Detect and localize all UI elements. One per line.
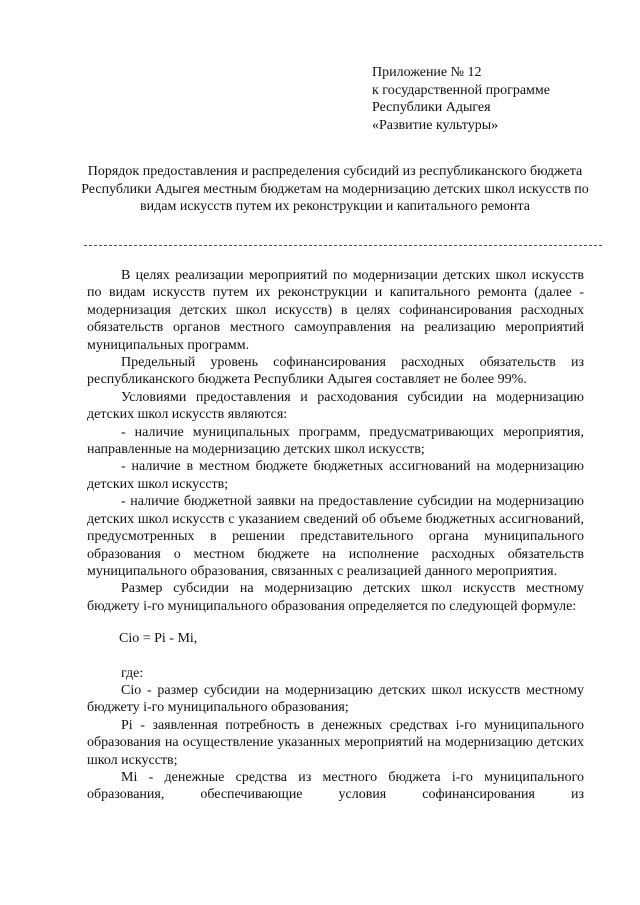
appendix-program-ref: к государственной программе (372, 82, 550, 98)
definition-cio: Сіо - размер субсидии на модернизацию детских школ искусств местному бюджету i-го муниципального образования; (87, 682, 584, 716)
appendix-program-name: «Развитие культуры» (372, 117, 499, 133)
document-title: Порядок предоставления и распределения субсидий из республиканского бюджета Республики Адыгея местным бюджетам на модернизацию детских школ искусств по видам искусств путем их реконструкции и капитального ремонта (81, 164, 589, 214)
definition-mi: Мі - денежные средства из местного бюджета i-го муниципального образования, обеспечивающие условия софинансирования из (87, 769, 584, 803)
paragraph-subsidy-size: Размер субсидии на модернизацию детских школ искусств местному бюджету i-го муниципального образования определяется по следующей формуле: (87, 581, 584, 614)
definition-pi: Рі - заявленная потребность в денежных средствах i-го муниципального образования на осуществление указанных мероприятий на модернизацию детских школ искусств; (87, 717, 584, 768)
subsidy-formula: Сіо = Рі - Мі, (119, 631, 198, 647)
appendix-header (372, 64, 550, 134)
paragraph-cofinancing-limit: Предельный уровень софинансирования расходных обязательств из республиканского бюджета Республики Адыгея составляет не более 99%. (87, 355, 584, 388)
document-body (87, 267, 584, 804)
formula-where: где: (121, 665, 144, 681)
condition-budget-request: - наличие бюджетной заявки на предоставление субсидии на модернизацию детских школ искусств с указанием сведений об объеме бюджетных ассигнований, предусмотренных в решении представительного органа муниципального образования о местном бюджете на исполнение расходных обязательств муниципального образования, связанных с реализацией данного мероприятия. (87, 494, 584, 579)
condition-budget-allocations: - наличие в местном бюджете бюджетных ассигнований на модернизацию детских школ искусств; (87, 459, 584, 492)
appendix-number: Приложение № 12 (372, 65, 482, 80)
paragraph-purpose: В целях реализации мероприятий по модернизации детских школ искусств по видам искусств путем их реконструкции и капитального ремонта (далее - модернизация детских школ искусств) в целях софинансирования расходных обязательств органов местного самоуправления на реализацию мероприятий муниципальных программ. (87, 268, 584, 353)
paragraph-conditions: Условиями предоставления и расходования субсидии на модернизацию детских школ искусств являются: (87, 389, 584, 423)
appendix-republic: Республики Адыгея (372, 100, 491, 115)
dashed-divider (84, 245, 602, 246)
condition-programs: - наличие муниципальных программ, предусматривающих мероприятия, направленные на модернизацию детских школ искусств; (87, 424, 584, 458)
